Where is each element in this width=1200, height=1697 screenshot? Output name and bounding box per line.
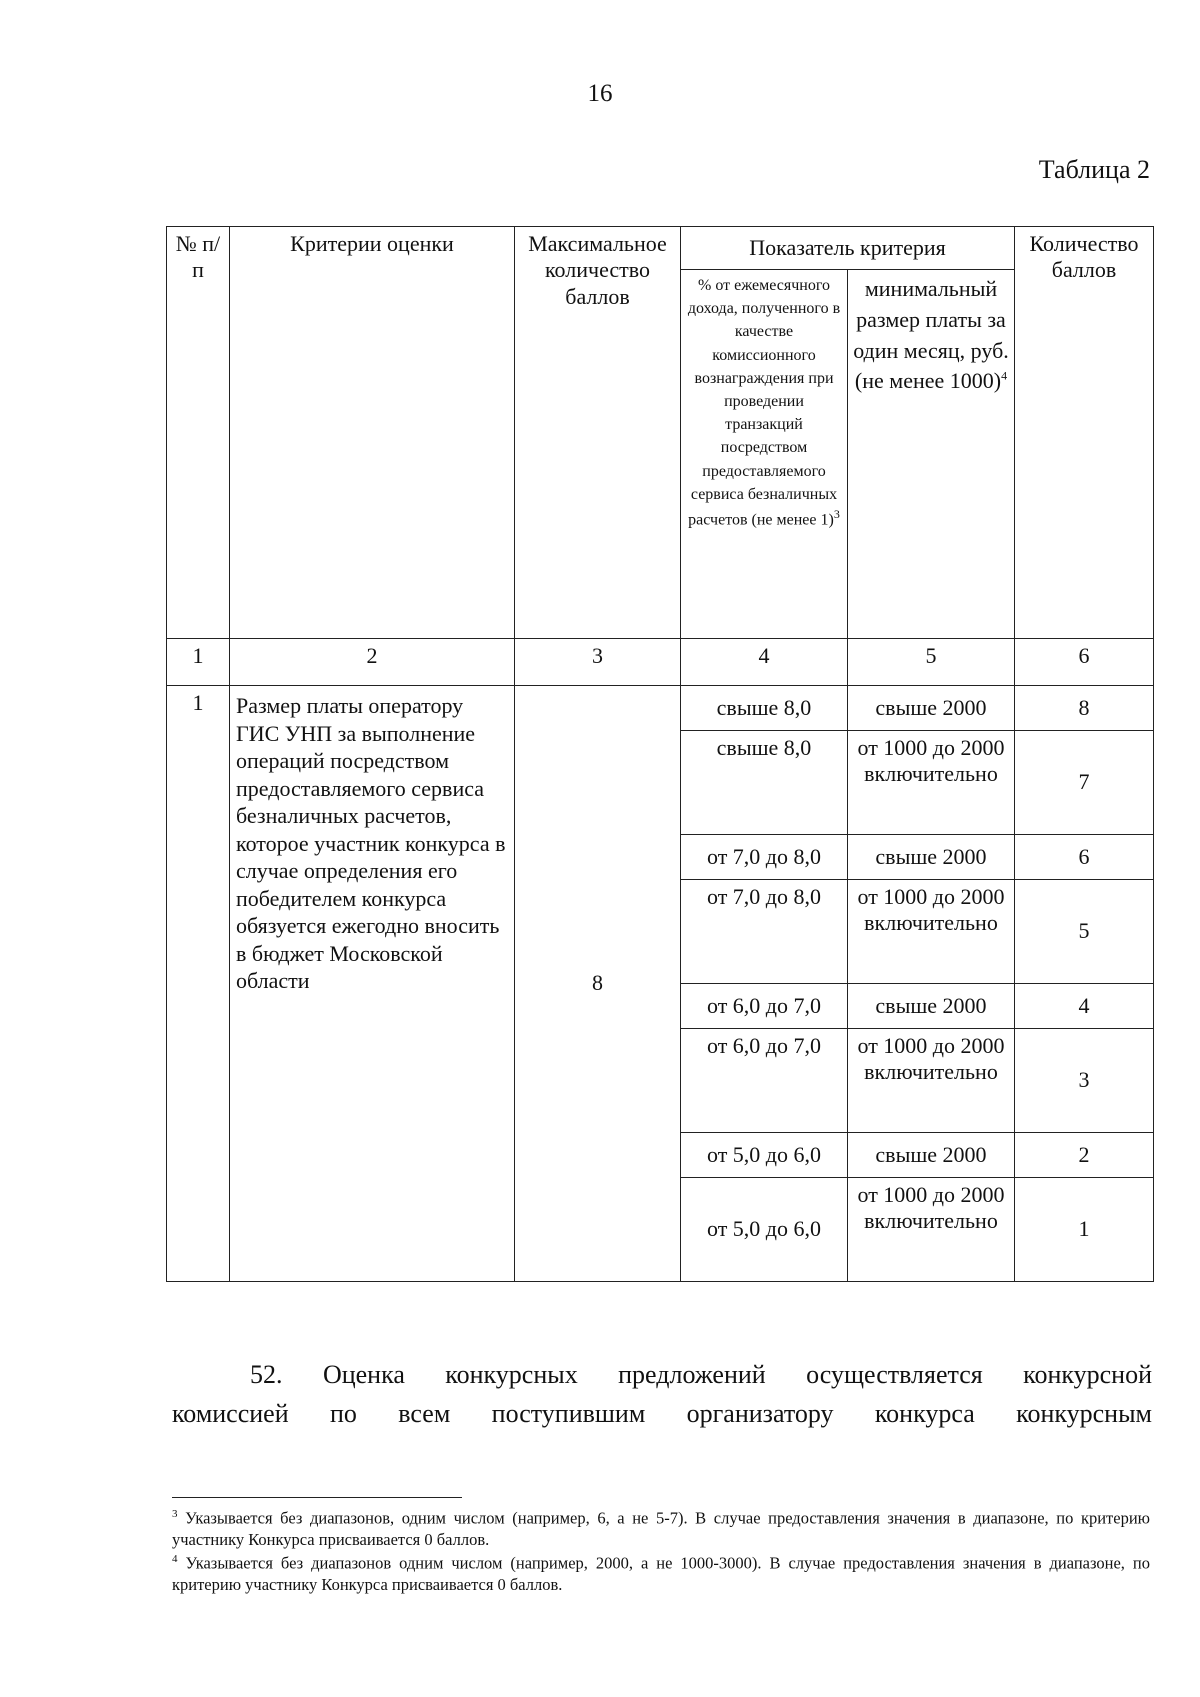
criteria-table [166,226,1154,1282]
row-no: 1 [167,686,230,1282]
footnote-4 [172,1552,1150,1595]
row-max-points: 8 [515,686,681,1282]
subrow-points: 1 [1015,1178,1154,1282]
footnote-text: Указывается без диапазонов одним числом (например, 2000, а не 1000-3000). В случае предоставления значения в диапазоне, по критерию участнику Конкурса присваивается 0 баллов. [172,1553,1150,1595]
subrow-points: 3 [1015,1029,1154,1133]
header-percent-text: % от ежемесячного дохода, полученного в качестве комиссионного вознаграждения при проведении транзакций посредством предоставляемого сервиса безналичных расчетов (не менее 1) [687,277,841,529]
subrow-fee: от 1000 до 2000 включительно [848,880,1015,984]
paragraph-line-1: 52. Оценка конкурсных предложений осуществляется конкурсной [250,1360,1152,1389]
header-min-fee-text: минимальный размер платы за один месяц, руб. (не менее 1000) [853,276,1009,394]
subrow-points: 8 [1015,686,1154,731]
footnote-ref-4: 4 [1001,369,1008,384]
row-criteria: Размер платы оператору ГИС УНП за выполнение операций посредством предоставляемого сервиса безналичных расчетов, которое участник конкурса в случае определения его победителем конкурса обязуется ежегодно вносить в бюджет Московской области [230,686,515,1282]
subrow-percent: от 6,0 до 7,0 [681,984,848,1029]
footnote-ref-3: 3 [833,506,840,521]
header-percent [681,270,848,639]
subrow-fee: свыше 2000 [848,835,1015,880]
footnote-mark: 3 [172,1508,178,1520]
col-number-3: 3 [515,639,681,686]
subrow-percent: от 5,0 до 6,0 [681,1178,848,1282]
header-criteria: Критерии оценки [230,227,515,639]
footnote-3 [172,1507,1150,1550]
header-max-points: Максимальное количество баллов [515,227,681,639]
header-indicator: Показатель критерия [681,227,1015,270]
subrow-fee: от 1000 до 2000 включительно [848,731,1015,835]
footnote-mark: 4 [172,1553,178,1566]
footnotes [172,1507,1150,1598]
col-number-2: 2 [230,639,515,686]
subrow-fee: свыше 2000 [848,686,1015,731]
footnote-text: Указывается без диапазонов, одним числом (например, 6, а не 5-7). В случае предоставления значения в диапазоне, по критерию участнику Конкурса присваивается 0 баллов. [172,1508,1150,1549]
table-title: Таблица 2 [1038,155,1150,184]
subrow-points: 4 [1015,984,1154,1029]
subrow-fee: свыше 2000 [848,984,1015,1029]
subrow-percent: свыше 8,0 [681,686,848,731]
subrow-points: 7 [1015,731,1154,835]
subrow-points: 6 [1015,835,1154,880]
header-no: № п/п [167,227,230,639]
subrow-fee: от 1000 до 2000 включительно [848,1178,1015,1282]
subrow-percent: от 6,0 до 7,0 [681,1029,848,1133]
body-paragraph [172,1355,1152,1433]
footnote-divider [172,1497,462,1498]
subrow-fee: от 1000 до 2000 включительно [848,1029,1015,1133]
col-number-6: 6 [1015,639,1154,686]
subrow-percent: свыше 8,0 [681,731,848,835]
subrow-percent: от 7,0 до 8,0 [681,835,848,880]
subrow-fee: свыше 2000 [848,1133,1015,1178]
subrow-points: 2 [1015,1133,1154,1178]
subrow-points: 5 [1015,880,1154,984]
header-min-fee [848,270,1015,639]
page-number: 16 [587,80,613,107]
subrow-percent: от 7,0 до 8,0 [681,880,848,984]
subrow-percent: от 5,0 до 6,0 [681,1133,848,1178]
col-number-4: 4 [681,639,848,686]
col-number-5: 5 [848,639,1015,686]
header-points: Количество баллов [1015,227,1154,639]
col-number-1: 1 [167,639,230,686]
paragraph-line-2: комиссией по всем поступившим организатору конкурса конкурсным [172,1399,1152,1428]
